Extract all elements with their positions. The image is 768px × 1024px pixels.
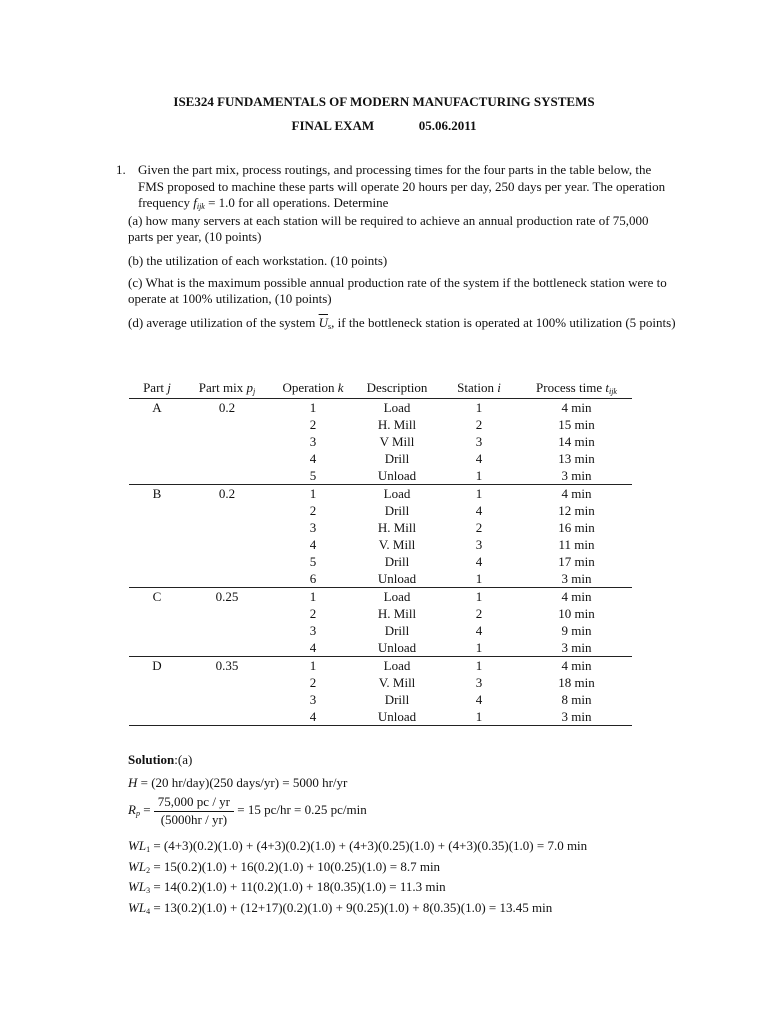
part-mix-cell bbox=[185, 450, 269, 467]
station-cell: 2 bbox=[475, 606, 483, 621]
process-time-cell: 18 min bbox=[558, 675, 595, 690]
exam-title: FINAL EXAM bbox=[291, 118, 375, 133]
process-time-cell: 8 min bbox=[561, 692, 592, 707]
table-row bbox=[129, 467, 632, 485]
part-cell bbox=[129, 639, 185, 657]
col-part: Part j bbox=[129, 378, 185, 399]
part-cell bbox=[129, 467, 185, 485]
description-cell: Drill bbox=[384, 692, 410, 707]
process-time-cell: 3 min bbox=[521, 570, 632, 588]
exam-header bbox=[0, 118, 768, 134]
part-mix-cell bbox=[185, 433, 269, 450]
station-cell: 1 bbox=[437, 570, 521, 588]
table-row bbox=[129, 502, 632, 519]
question-number: 1. bbox=[116, 162, 126, 177]
course-title: ISE324 FUNDAMENTALS OF MODERN MANUFACTURING SYSTEMS bbox=[173, 94, 595, 109]
table-row bbox=[129, 553, 632, 570]
part-mix-cell bbox=[185, 519, 269, 536]
process-time-cell: 17 min bbox=[558, 554, 595, 569]
operation-cell: 5 bbox=[309, 554, 317, 569]
table-row bbox=[129, 519, 632, 536]
part-mix-cell: 0.2 bbox=[218, 400, 236, 415]
part-cell bbox=[129, 622, 185, 639]
station-cell: 1 bbox=[437, 467, 521, 485]
operation-cell: 3 bbox=[309, 520, 317, 535]
table-row bbox=[129, 399, 632, 417]
station-cell: 4 bbox=[475, 692, 483, 707]
table-row bbox=[129, 605, 632, 622]
table-row bbox=[129, 691, 632, 708]
operation-cell: 5 bbox=[269, 467, 357, 485]
part-cell bbox=[129, 691, 185, 708]
process-time-cell: 11 min bbox=[558, 537, 595, 552]
part-mix-cell: 0.2 bbox=[218, 486, 236, 501]
part-group bbox=[129, 399, 632, 485]
station-cell: 3 bbox=[475, 434, 483, 449]
process-time-cell: 3 min bbox=[521, 708, 632, 726]
solution-rp: Rp = $\frac{75,000 pc / yr}{(5000hr / yr)}$ = 15 pc/hr = 0.25 pc/min bbox=[128, 794, 367, 827]
part-mix-cell bbox=[185, 639, 269, 657]
process-time-cell: 3 min bbox=[521, 639, 632, 657]
operation-cell: 4 bbox=[269, 708, 357, 726]
station-cell: 3 bbox=[475, 675, 483, 690]
question-intro: Given the part mix, process routings, and processing times for the four parts in the table below, the FMS proposed to machine these parts will operate 20 hours per day, 250 days per year. The operation frequency fijk = 1.0 for all operations. Determine bbox=[138, 162, 666, 211]
description-cell: Unload bbox=[357, 467, 437, 485]
rp-fraction: $\frac{75,000 pc / yr}{(5000hr / yr)}$ bbox=[154, 794, 234, 828]
workload-line: WL1 = (4+3)(0.2)(1.0) + (4+3)(0.2)(1.0) + (4+3)(0.25)(1.0) + (4+3)(0.35)(1.0) = 7.0 min bbox=[128, 838, 588, 854]
question-part-b: (b) the utilization of each workstation. (10 points) bbox=[128, 253, 388, 268]
solution-h: H = (20 hr/day)(250 days/yr) = 5000 hr/yr bbox=[128, 775, 348, 790]
table-row bbox=[129, 588, 632, 606]
part-group bbox=[129, 657, 632, 726]
exam-date: 05.06.2011 bbox=[418, 118, 477, 133]
part-cell bbox=[129, 553, 185, 570]
part-mix-cell bbox=[185, 691, 269, 708]
operation-cell: 4 bbox=[309, 451, 317, 466]
table-row bbox=[129, 485, 632, 503]
part-mix-cell bbox=[185, 416, 269, 433]
part-cell bbox=[129, 708, 185, 726]
part-group bbox=[129, 588, 632, 657]
col-process-time: Process time tijk bbox=[521, 378, 632, 399]
part-cell bbox=[129, 450, 185, 467]
description-cell: Drill bbox=[384, 503, 410, 518]
part-mix-cell bbox=[185, 605, 269, 622]
col-description: Description bbox=[357, 378, 437, 399]
table-row bbox=[129, 570, 632, 588]
station-cell: 1 bbox=[475, 486, 483, 501]
part-mix-cell: 0.35 bbox=[215, 658, 239, 673]
process-time-cell: 12 min bbox=[558, 503, 595, 518]
station-cell: 1 bbox=[475, 589, 483, 604]
part-cell: A bbox=[152, 400, 162, 415]
process-table bbox=[129, 378, 632, 726]
description-cell: V. Mill bbox=[378, 675, 416, 690]
description-cell: Drill bbox=[384, 451, 410, 466]
description-cell: Drill bbox=[384, 623, 410, 638]
description-cell: Load bbox=[383, 400, 411, 415]
col-operation: Operation k bbox=[269, 378, 357, 399]
description-cell: Load bbox=[383, 658, 411, 673]
description-cell: H. Mill bbox=[377, 606, 417, 621]
description-cell: H. Mill bbox=[377, 520, 417, 535]
question-part-c: (c) What is the maximum possible annual production rate of the system if the bottleneck station were to operate at 100% utilization, (10 points) bbox=[128, 275, 667, 306]
description-cell: V. Mill bbox=[378, 537, 416, 552]
description-cell: Drill bbox=[384, 554, 410, 569]
part-cell bbox=[129, 519, 185, 536]
process-time-cell: 16 min bbox=[558, 520, 595, 535]
station-cell: 1 bbox=[475, 658, 483, 673]
operation-cell: 3 bbox=[309, 434, 317, 449]
operation-cell: 2 bbox=[309, 606, 317, 621]
workload-line: WL4 = 13(0.2)(1.0) + (12+17)(0.2)(1.0) + 9(0.25)(1.0) + 8(0.35)(1.0) = 13.45 min bbox=[128, 899, 553, 916]
table-row bbox=[129, 708, 632, 726]
col-part-mix: Part mix pj bbox=[185, 378, 269, 399]
part-cell bbox=[129, 502, 185, 519]
station-cell: 1 bbox=[475, 400, 483, 415]
part-cell bbox=[129, 416, 185, 433]
part-cell bbox=[129, 433, 185, 450]
part-mix-cell bbox=[185, 622, 269, 639]
description-cell: Unload bbox=[357, 708, 437, 726]
part-mix-cell bbox=[185, 674, 269, 691]
station-cell: 2 bbox=[475, 417, 483, 432]
part-mix-cell bbox=[185, 570, 269, 588]
workload-line: WL3 = 14(0.2)(1.0) + 11(0.2)(1.0) + 18(0.35)(1.0) = 11.3 min bbox=[128, 879, 446, 895]
operation-cell: 3 bbox=[309, 623, 317, 638]
station-cell: 4 bbox=[475, 554, 483, 569]
operation-cell: 3 bbox=[309, 692, 317, 707]
operation-cell: 1 bbox=[309, 589, 317, 604]
description-cell: Load bbox=[383, 589, 411, 604]
table-row bbox=[129, 536, 632, 553]
table-row bbox=[129, 674, 632, 691]
description-cell: V Mill bbox=[379, 434, 415, 449]
table-row bbox=[129, 433, 632, 450]
part-cell: B bbox=[152, 486, 162, 501]
table-row bbox=[129, 622, 632, 639]
part-mix-cell bbox=[185, 536, 269, 553]
part-mix-cell bbox=[185, 467, 269, 485]
part-cell: D bbox=[152, 658, 162, 673]
part-cell bbox=[129, 570, 185, 588]
solution-heading: Solution:(a) bbox=[128, 752, 193, 767]
question-part-d: (d) average utilization of the system $\overline{U}s$, if the bottleneck station is operated at 100% utilization (5 points) bbox=[128, 315, 676, 331]
station-cell: 2 bbox=[475, 520, 483, 535]
part-mix-cell: 0.25 bbox=[215, 589, 239, 604]
operation-cell: 1 bbox=[309, 658, 317, 673]
operation-cell: 4 bbox=[309, 537, 317, 552]
description-cell: Unload bbox=[357, 639, 437, 657]
part-mix-cell bbox=[185, 502, 269, 519]
station-cell: 4 bbox=[475, 623, 483, 638]
process-time-cell: 15 min bbox=[558, 417, 595, 432]
process-time-cell: 14 min bbox=[558, 434, 595, 449]
operation-cell: 2 bbox=[309, 675, 317, 690]
station-cell: 4 bbox=[475, 503, 483, 518]
part-mix-cell bbox=[185, 708, 269, 726]
process-time-cell: 4 min bbox=[561, 589, 592, 604]
operation-cell: 2 bbox=[309, 417, 317, 432]
description-cell: Unload bbox=[357, 570, 437, 588]
process-time-cell: 4 min bbox=[561, 658, 592, 673]
part-group bbox=[129, 485, 632, 588]
question-part-a: (a) how many servers at each station will be required to achieve an annual production rate of 75,000 parts per year, (10 points) bbox=[128, 213, 649, 244]
process-time-cell: 4 min bbox=[561, 486, 592, 501]
table-header-row bbox=[129, 378, 632, 399]
process-time-cell: 9 min bbox=[561, 623, 592, 638]
operation-cell: 1 bbox=[309, 486, 317, 501]
workload-lines bbox=[128, 838, 688, 920]
process-time-cell: 10 min bbox=[558, 606, 595, 621]
process-time-cell: 4 min bbox=[561, 400, 592, 415]
process-time-cell: 3 min bbox=[521, 467, 632, 485]
table-row bbox=[129, 639, 632, 657]
station-cell: 3 bbox=[475, 537, 483, 552]
operation-cell: 1 bbox=[309, 400, 317, 415]
part-cell: C bbox=[152, 589, 162, 604]
part-mix-cell bbox=[185, 553, 269, 570]
table-row bbox=[129, 450, 632, 467]
operation-cell: 2 bbox=[309, 503, 317, 518]
process-time-cell: 13 min bbox=[558, 451, 595, 466]
station-cell: 1 bbox=[437, 639, 521, 657]
station-cell: 4 bbox=[475, 451, 483, 466]
station-cell: 1 bbox=[437, 708, 521, 726]
table-row bbox=[129, 416, 632, 433]
question-1 bbox=[116, 162, 676, 216]
part-cell bbox=[129, 605, 185, 622]
col-station: Station i bbox=[437, 378, 521, 399]
operation-cell: 6 bbox=[269, 570, 357, 588]
table-row bbox=[129, 657, 632, 675]
workload-line: WL2 = 15(0.2)(1.0) + 16(0.2)(1.0) + 10(0.25)(1.0) = 8.7 min bbox=[128, 858, 441, 875]
description-cell: Load bbox=[383, 486, 411, 501]
description-cell: H. Mill bbox=[377, 417, 417, 432]
part-cell bbox=[129, 674, 185, 691]
operation-cell: 4 bbox=[269, 639, 357, 657]
part-cell bbox=[129, 536, 185, 553]
